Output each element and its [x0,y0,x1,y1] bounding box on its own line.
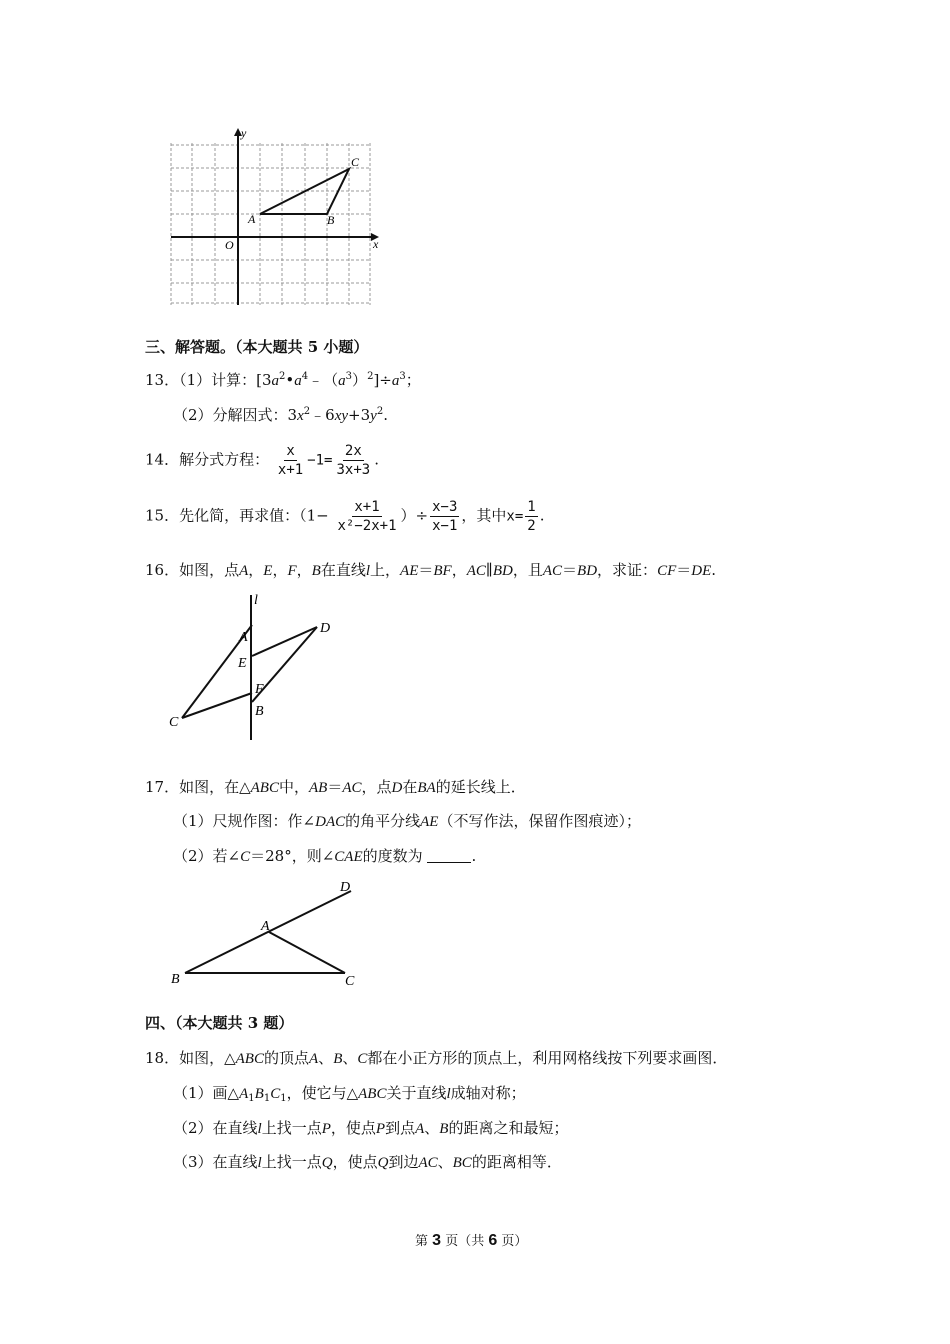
q16-number: 16． [145,561,180,579]
q17-part1: （1）尺规作图：作∠DAC的角平分线AE（不写作法，保留作图痕迹）； [173,812,641,830]
label-o: O [225,238,234,252]
segment-de [252,627,317,656]
page-total: 6 [488,1232,498,1249]
label-c: C [345,974,355,989]
label-f: F [255,682,264,697]
q17-part2: （2）若∠C＝28°，则∠CAE的度数为 . [173,847,477,865]
page-number: 3 [432,1232,442,1249]
q15-fraction-3: $\frac{1}{2}$ [527,499,536,534]
label-l: l [254,593,258,608]
q13-number: 13． [145,371,180,389]
label-c: C [351,155,360,169]
q18: 18．如图，△ABC的顶点A、B、C都在小正方形的顶点上，利用网格线按下列要求画图． [145,1049,728,1067]
label-a: A [261,919,270,934]
q14-fraction-2: $\frac{2x}{3x+3}$ [336,443,371,478]
q18-part1: （1）画$\triangle A_1B_1C_1$，使它与△ABC关于直线l成轴对称； [173,1084,526,1104]
label-x: x [373,237,379,251]
q15-fraction-1: $\frac{x+1}{\text{x²−2x+1}}$ [337,499,397,534]
grid-lines [171,143,370,305]
section-3-title: 三、解答题。（本大题共 5 小题） [145,338,369,356]
label-d: D [320,621,331,636]
q18-number: 18． [145,1049,180,1067]
label-b: B [171,972,180,987]
q16: 16．如图，点A，E，F，B在直线l上，AE＝BF，AC∥BD，且AC＝BD，求证：CF＝DE. [145,561,717,579]
answer-blank[interactable] [427,848,471,863]
section-4-title: 四、（本大题共 3 题） [145,1014,294,1032]
label-b: B [327,213,335,227]
q18-part2: （2）在直线l上找一点P，使点P到点A、B的距离之和最短； [173,1119,569,1137]
q18-part3: （3）在直线l上找一点Q，使点Q到边AC、BC的距离相等． [173,1153,562,1171]
q17: 17．如图，在△ABC中，AB＝AC，点D在BA的延长线上． [145,778,526,796]
q15-number: 15． [145,506,180,525]
q15: 15．先化简，再求值：（1− $\frac{x+1}{\text{x²−2x+1}}$ ）÷ $\frac{x-3}{x-1}$ ，其中x= $\frac{1}{2}$ . [145,499,545,534]
label-y: y [241,126,247,140]
q17-number: 17． [145,778,180,796]
segment-ac [269,932,345,973]
label-e: E [238,656,247,671]
label-a: A [248,212,256,226]
label-b: B [255,704,264,719]
label-c: C [169,715,179,730]
label-a: A [239,630,248,645]
label-d: D [340,880,351,895]
q13-part1: 13．（1）计算：$[3a^2•a^4﹣(a^3)^2]\div a^3$； [145,371,421,389]
q14: 14．解分式方程： $\frac{x}{x+1}$ −1= $\frac{2x}{3x+3}$ . [145,443,379,478]
q16-figure [165,590,345,745]
page-footer: 第 3 页（共 6 页） [415,1232,528,1249]
grid-figure [165,125,390,310]
q14-fraction-1: $\frac{x}{x+1}$ [277,443,304,478]
q17-figure [165,875,365,995]
q14-number: 14． [145,450,180,469]
q13-part2: （2）分解因式：$3x^2﹣6xy+3y^2$. [173,406,388,424]
q15-fraction-2: $\frac{x-3}{x-1}$ [432,499,458,534]
